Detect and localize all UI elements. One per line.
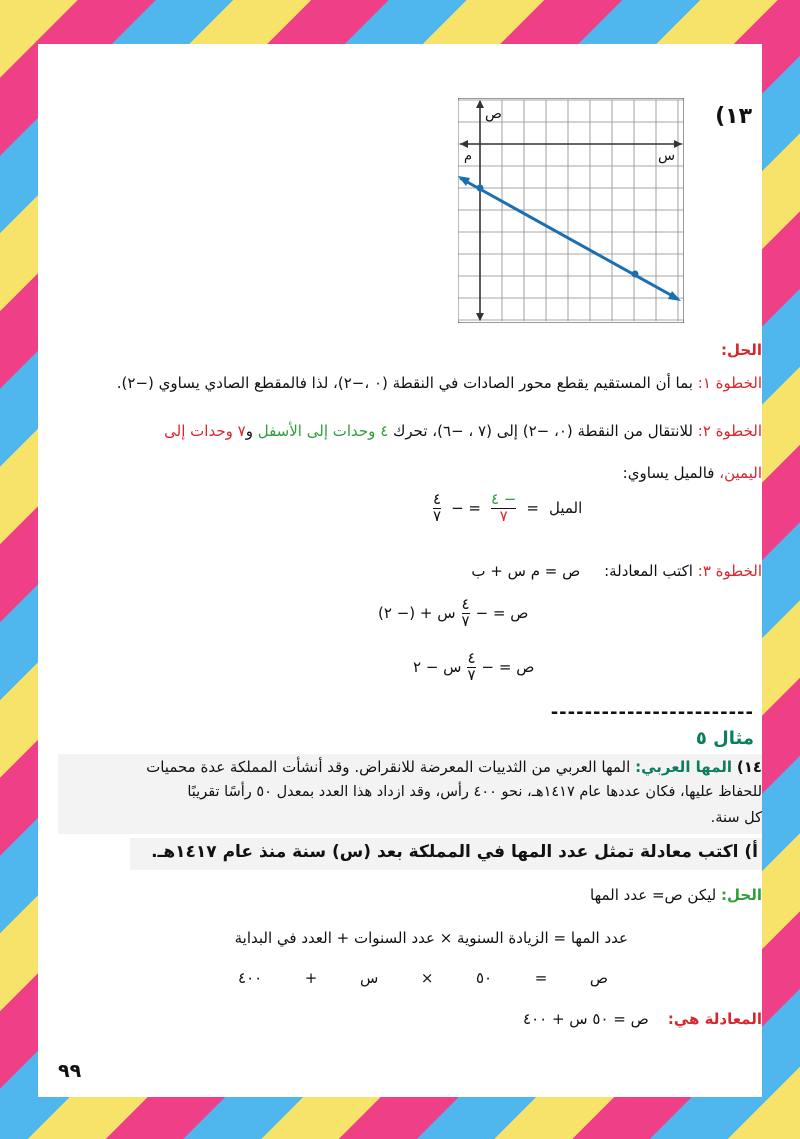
example-line3: كل سنة. [710,810,762,826]
point-7-neg6 [632,271,639,278]
step2-down: ٤ وحدات إلى الأسفل [257,422,389,440]
y-axis-label: ص [485,106,502,122]
step2-slope-text: فالميل يساوي: [622,464,715,482]
problem-number: (١٣ [715,104,752,129]
example-title: مثال ٥ [695,728,754,749]
step2-and: و [245,422,253,440]
slope-equation [433,492,582,525]
example-line1: ١٤) المها العربي: المها العربي من الثدييات المعرضة للانقراض. وقد أنشأت المملكة عدة محميات [146,758,762,776]
step2 [38,422,762,440]
slope-label: الميل [548,499,583,518]
slope-fraction: $\frac{٤}{٧}$ [433,490,442,525]
page-number: ٩٩ [58,1060,82,1082]
worksheet-page [38,44,762,1097]
coordinate-graph [458,98,684,323]
step1-text: بما أن المستقيم يقطع محور الصادات في النقطة (٠ ،−٢)، لذا فالمقطع الصادي يساوي (−٢). [116,374,693,392]
step1 [38,374,762,392]
final-equation [38,1010,762,1028]
solution2-let: ليكن ص= عدد المها [590,886,717,904]
step3-general: ص = م س + ب [471,562,581,580]
x-axis-label: س [658,148,676,164]
word-equation: عدد المها = الزيادة السنوية × عدد السنوات + العدد في البداية [234,929,628,947]
step2-text: للانتقال من النقطة (٠، −٢) إلى (٧ ، −٦)، تحرك [393,422,693,440]
origin-label: م [464,149,473,164]
example-number: ١٤) [736,758,762,776]
step1-label: الخطوة ١: [697,374,762,392]
symbol-equation: ص = ٥٠ × س + ٤٠٠ [238,969,608,987]
step2-right-1: ٧ وحدات إلى [164,422,246,440]
point-y-intercept [477,185,484,192]
dashed-divider: ------------------------ [550,702,754,723]
final-label: المعادلة هي: [667,1010,762,1028]
solution2 [38,886,762,904]
equation-1: ص = − $\frac{٤}{٧}$ س + (− ٢) [378,595,529,630]
slope-eq2: = − [451,499,481,518]
step2-label: الخطوة ٢: [697,422,762,440]
final-eq: ص = ٥٠ س + ٤٠٠ [523,1010,649,1028]
solution2-heading: الحل: [721,886,762,904]
step2-line2 [38,464,762,482]
part-a-question: أ) اكتب معادلة تمثل عدد المها في المملكة بعد (س) سنة منذ عام ١٤١٧هـ. [151,842,758,862]
step3-text: اكتب المعادلة: [604,562,693,580]
solution-heading: الحل: [721,341,762,359]
step3-label: الخطوة ٣: [697,562,762,580]
example-topic: المها العربي: [635,758,733,776]
slope-eq: = [526,499,539,518]
step3 [38,562,762,580]
slope-fraction-colored: $\frac{- ٤}{٧}$ [490,490,517,525]
example-line2: للحفاظ عليها، فكان عددها عام ١٤١٧هـ، نحو ٤٠٠ رأس، وقد ازداد هذا العدد بمعدل ٥٠ رأسًا تقريبًا [187,784,762,800]
step2-right-2: اليمين، [719,464,762,482]
equation-2: ص = − $\frac{٤}{٧}$ س − ٢ [413,649,535,684]
